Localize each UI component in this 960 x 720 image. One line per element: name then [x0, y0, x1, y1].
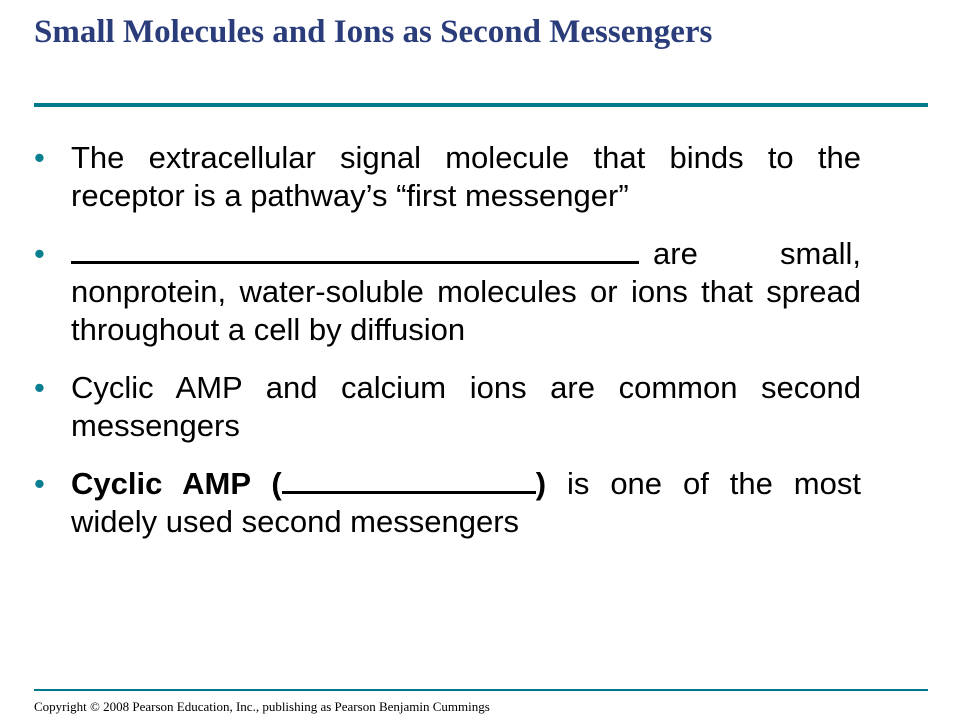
slide-title: Small Molecules and Ions as Second Messengers: [34, 14, 713, 50]
bold-term: Cyclic AMP (: [71, 466, 282, 501]
fill-in-blank: [282, 465, 536, 494]
bullet-icon: •: [34, 236, 45, 271]
footer-divider: [34, 689, 928, 691]
bullet-text: The extracellular signal molecule that binds to the receptor is a pathway’s “first messenger”: [71, 140, 861, 213]
fill-in-blank: [71, 235, 639, 264]
title-divider: [34, 103, 928, 107]
bullet-cyclic-amp-calcium: [34, 369, 861, 445]
bullet-text: are small, nonprotein, water-soluble molecules or ions that spread throughout a cell by diffusion: [71, 236, 861, 347]
bullet-cyclic-amp-blank: [34, 465, 861, 541]
bold-term-close: ): [535, 466, 547, 501]
copyright-footer: Copyright © 2008 Pearson Education, Inc., publishing as Pearson Benjamin Cummings: [34, 699, 490, 714]
bullet-first-messenger: [34, 139, 861, 215]
bullet-icon: •: [34, 466, 45, 501]
bullet-text: is one of the most widely used second messengers: [71, 466, 861, 539]
bullet-text: Cyclic AMP and calcium ions are common second messengers: [71, 370, 861, 443]
bullet-icon: •: [34, 370, 45, 405]
bullet-icon: •: [34, 140, 45, 175]
bullet-list: [34, 139, 934, 561]
bullet-second-messengers-blank: [34, 235, 861, 349]
